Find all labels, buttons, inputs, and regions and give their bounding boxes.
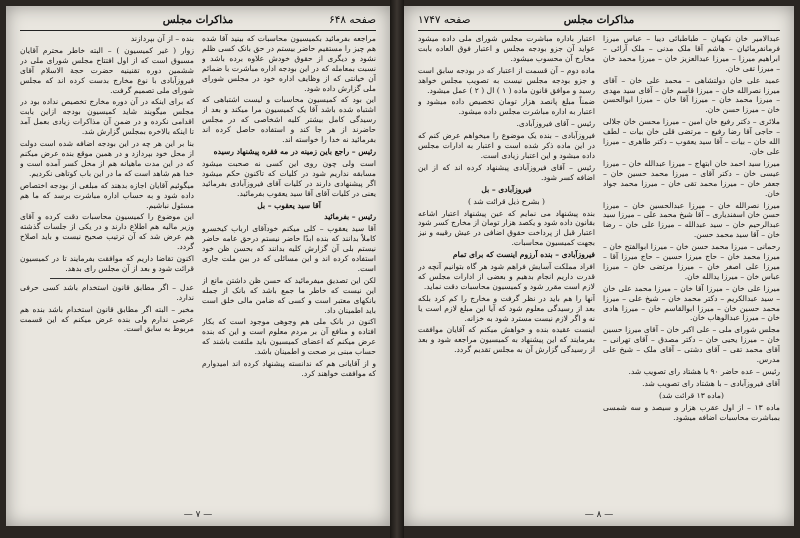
left-page-right-column	[202, 34, 376, 502]
text-paragraph: ( بشرح ذیل قرائت شد )	[467, 196, 546, 206]
text-paragraph: میگوئیم آقایان اجازه بدهند که مبلغی از بودجه اختصاص داده شود و به حساب اداره مباشرت برسد که ما هم مسئول نباشیم.	[20, 180, 194, 210]
left-page-left-column	[20, 34, 194, 502]
text-paragraph: ضمناً مبلغ پانصد هزار تومان تخصیص داده میشود و اعتبار به اداره مباشرت مجلس داده میشود.	[418, 97, 595, 117]
text-paragraph: مجلس شورای ملی – علی اکبر خان – آقای میرزا حسین خان – میرزا یحیی خان – دکتر مصدق – آقای تهرانی – آقای محمد تقی – آقای دشتی – آقای ملک – شیخ علی مدرس.	[603, 325, 780, 365]
speaker-line: فیروزآبادی – بنده آرزوم اینست که برای تمام	[452, 250, 595, 260]
text-paragraph: این موضوع را کمیسیون محاسبات دقت کرده و آقای وزیر مالیه هم اطلاع دارند و در یکی از جلسات گذشته هم عرض شد که آن ترتیب صحیح نیست و باید اصلاح گردد.	[20, 212, 194, 252]
right-page-body	[418, 34, 780, 502]
right-page-title: مذاکرات مجلس	[563, 14, 635, 26]
text-paragraph: ماده دوم – آن قسمت از اعتبار که در بودجه سابق است و جزو بودجه مجلس نیست به تصویب مجلس خواهد رسید و موافق قانون ماده ( ۱ ) ال ( ۲ ) عمل میشود.	[418, 65, 595, 95]
left-page-number: صفحه ۶۴۸	[329, 14, 376, 26]
right-page-header	[418, 14, 780, 31]
text-paragraph: آنها را هم باید در نظر گرفت و مخارج را کم کرد بلکه بعد از رسیدگی معلوم شود که آیا این مبلغ لازم است یا نه و اگر لازم نیست مسترد شود به خزانه.	[418, 293, 595, 323]
text-paragraph: میرزا نصرالله خان – میرزا عبدالحسین خان – میرزا حسن خان اسفندیاری – آقا شیخ محمد علی – میرزا سید عبدالرحیم خان – سید عبدالله – میرزا علی خان – رضا خان – آقا سید محمد حسن.	[603, 200, 780, 240]
left-page-title: مذاكرات مجلس	[162, 14, 234, 26]
text-paragraph: ماده ۱۳ – از اول عقرب هزار و سیصد و سه شمسی بمباشرت محاسبات اضافه میشود.	[603, 402, 780, 422]
text-paragraph: عدل – اگر مطابق قانون استخدام باشد کسی حرفی ندارد.	[20, 282, 194, 302]
text-paragraph: که برای اینکه در آن دوره مخارج تخصیص نداده بود در مجلس میگویند شاید کمیسیون بودجه ازاین بابت اقدامی نکرده و در ضمن آن مذاکرات زیادی بعمل آمد تا اینکه بالاخره بمجلس گزارش شد.	[20, 97, 194, 137]
left-page-footer: — ۷ —	[183, 510, 213, 520]
text-paragraph: ملائری – دکتر رفیع خان امین – میرزا محسن خان جلالی – حاجی آقا رضا رفیع – مرتضی قلی خان بیات – لطف الله خان – بیات – آقا سید یعقوب – دکتر طاهری – میرزا علی خان.	[603, 117, 780, 156]
text-paragraph: اکنون تقاضا داریم که موافقت بفرمایند تا در کمیسیون قرائت شود و بعد از آن مجلس رای بدهد.	[20, 254, 194, 273]
right-page-right-column	[603, 34, 780, 502]
text-paragraph: و از آقایانی هم که ندانسته پیشنهاد کرده اند امیدوارم که موافقت خواهند کرد.	[202, 359, 376, 378]
text-paragraph: مخبر – البته اگر مطابق قانون استخدام باشد بنده هم عرضی ندارم ولی بنده عرض میکنم که این قسمت مربوط به سابق است.	[20, 304, 194, 334]
text-paragraph: مراجعه بفرمائید بکمیسیون محاسبات که بینید آقا شده هم چیز را مستقیم حاضر بیستم در حق بانک کسی ظلم نشود و دیگری از حقوق خودش علاوه برده باشد و نسبت بمعامله که در این بودجه اداره مباشرت با ضمائم آن خیانتی که از وظایف اداره خود در مجلس شورای ملی گزارش داده شود.	[202, 34, 376, 93]
right-page-number: صفحه ۱۷۴۷	[418, 14, 471, 26]
text-paragraph: بنده – از آن بپردازند	[130, 34, 194, 43]
text-paragraph: بنا بر این هر چه در این بودجه اضافه شده است دولت از محل خود بپردازد و در همین موقع بنده عرض میکنم که در این مدت ماهیانه هم از محل کسر آمده است و خدا هم شاهد است که ما در این باب کوتاهی نکردیم.	[20, 139, 194, 178]
text-paragraph: بنده پیشنهاد می نمایم که عین پیشنهاد اعتبار اشاعه بقانون داده شود و یکصد هزار تومان از مخارج کسر شود اعتبار قبل از پرداخت حقوق اضافی در عیش رقیبه و نیز بجهت کمیسیون محاسبات.	[418, 208, 595, 248]
text-paragraph: زوار ( غیر کمیسیون ) – البته خاطر محترم آقایان مسبوق است که از اول افتتاح مجلس شورای ملی در ششمین دوره تقنینیه حضرت حجة الاسلام آقای فیروزآبادی با نوع مخارج بدست کرده اند که مجلس شورای ملی تصمیم گرفت.	[20, 45, 194, 95]
section-divider	[50, 278, 164, 279]
left-page-header	[20, 14, 376, 31]
text-paragraph: فیروزآبادی – بل	[481, 184, 532, 194]
text-paragraph: اکنون در بانک ملی هم وجوهی موجود است که بکار افتاده و منافع آن بر مردم معلوم است و این که بنده عرض میکنم که اعضای کمیسیون باید ملتفت باشند که حساب مبنی بر صحت و اطمینان باشد.	[202, 317, 376, 357]
text-paragraph: اینست عقیده بنده و خواهش میکنم که آقایان موافقت بفرمایند که این پیشنهاد به کمیسیون مراجعه شود و بعد از رسیدگی گزارش آن به مجلس تقدیم گردد.	[418, 325, 595, 355]
left-page	[6, 6, 390, 526]
text-paragraph: اعتبار باداره مباشرت مجلس شورای ملی داده میشود عواید آن جزو بودجه مجلس و اعتبار فوق العاده بابت مخارج آن محسوب میشود.	[418, 34, 595, 63]
text-paragraph: این بود که کمیسیون محاسبات و لیست اشتباهی که اشتباه شده باشد آقا یک کمیسیون مرا میکند و بعد از رسیدگی کامل بیشتر کلیه اشخاصی که در مجلس حاضرند از هر جا کند و استفاده حاصل کرده اند بفرمائید نه خدا را خواسته اند.	[202, 95, 376, 145]
text-paragraph: (ماده ۱۳ قرائت شد)	[659, 390, 724, 400]
text-paragraph: رحمانی – میرزا محمد حسن خان – میرزا ابوالفتح خان – میرزا محمد خان – حاج میرزا حسین – حاج میرزا آقا – میرزا علی اصغر خان – میرزا مرتضی خان – میرزا عباس خان – میرزا یدالله خان.	[603, 242, 780, 281]
right-page-left-column	[418, 34, 595, 502]
text-paragraph: میرزا سید احمد خان ابتهاج – میرزا عبدالله خان – میرزا عیسی خان – دکتر آقای – میرزا محمد حسین خان – جعفر خان – میرزا محمد تقی خان – میرزا محمد جواد خان.	[603, 158, 780, 198]
text-paragraph: عمید علی خان دولتشاهی – محمد علی خان – آقای میرزا نصرالله خان – میرزا قاسم خان – آقای سید مهدی – میرزا محمد خان – میرزا آقا خان – میرزا ابوالحسن خان – میرزا حسن خان.	[603, 75, 780, 115]
text-paragraph: است ولی چون روی این کسی نه صحبت میشود مسابقه نداریم شود در کلیات که تاکنون حکم میشود اگر پیشنهادی دارند در کلیات آقای فیروزآبادی بفرمائید یعنی در کلیات آقای آقا سید یعقوب بفرمائید.	[202, 158, 376, 198]
text-paragraph: فیروزآبادی – بنده یک موضوع را میخواهم عرض کنم که در این ماده ذکر شده است و اعتبار به ادارات مجلس داده میشود و این اعتبار زیادی است.	[418, 131, 595, 160]
left-page-body	[20, 34, 376, 502]
text-paragraph: عبدالامیر خان نکهبان – طباطبائی دیبا – عباس میرزا فرمانفرمائیان – هاشم آقا ملک مدنی – ملک آرائی – ابراهیم میرزا – میرزا عبدالعزیز خان – میرزا محمد خان – میرزا تقی خان.	[603, 34, 780, 73]
text-paragraph: لکن این تصدیق میفرمائید که حسن ظن داشتن مانع از این نیست که خاطر ما جمع باشد که بانک از جمله بانکهای معتبر است و کسی که ضامن مالی خلق است باید اطمینان داد.	[202, 275, 376, 315]
text-paragraph: افراد مملکت آسایش فراهم شود هر گاه بتوانیم آنچه در قدرت داریم انجام بدهیم و بعضی از ادارات مجلس که لازم است مقرر شود و کمیسیون محاسبات دقت نماید.	[418, 262, 595, 291]
text-paragraph: میرزا علی خان – میرزا آقا خان – میرزا محمد علی خان – سید عبدالکریم – دکتر محمد خان – شیخ علی – میرزا محمد حسین خان – میرزا ابوالقاسم خان – میرزا هادی خان – میرزا عبدالوهاب خان.	[603, 283, 780, 323]
book-spine	[390, 0, 404, 538]
speaker-line: رئیس – بفرمائید	[324, 212, 376, 222]
text-paragraph: آقا سید یعقوب – کلی میکنم خودآقای ارباب کیخسرو کاملاً بدانند که بنده ابدًا حاضر نیستم درحق عامه حاضر نیستم بلی آن گزارش کلیه بدانند که بحسن ظن خود استفاده کرده اند و این مسائلی که در بین ملت جاری است.	[202, 224, 376, 273]
text-paragraph: آقا سید یعقوب – بل	[257, 200, 321, 210]
text-paragraph: آقای فیروزآبادی – با هشتاد رای تصویب شد.	[642, 378, 780, 388]
text-paragraph: رئیس – آقای فیروزآبادی.	[516, 119, 595, 129]
right-page	[404, 6, 794, 526]
text-paragraph: رئیس – عده حاضر ۹۰ با هشتاد رای تصویب شد.	[628, 367, 780, 376]
text-paragraph: رئیس – آقای فیروزآبادی پیشنهاد کرده اند که از این اضافه کسر شود.	[418, 162, 595, 182]
speaker-line: رئیس – راجع باین زمینه در مه فقره پیشنهاد رسیده	[213, 146, 376, 156]
right-page-footer: — ۸ —	[584, 510, 614, 520]
